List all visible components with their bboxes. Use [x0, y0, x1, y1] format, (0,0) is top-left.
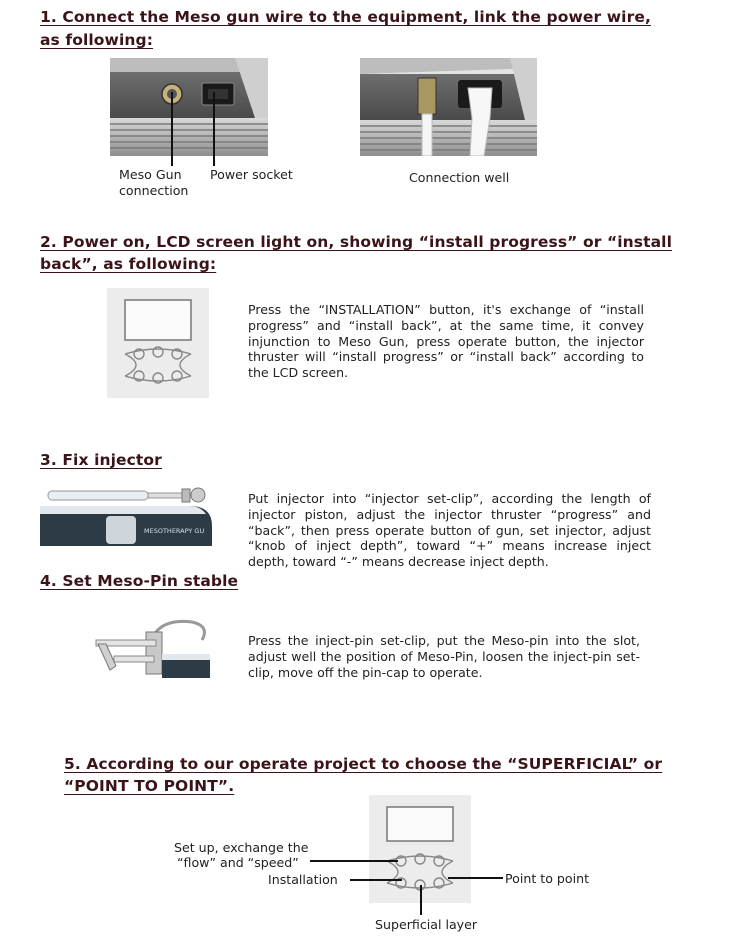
connection-well-label: Connection well: [409, 170, 510, 185]
section-4-heading: 4. Set Meso-Pin stable: [40, 572, 239, 590]
section-1-heading-line-2: as following:: [40, 31, 154, 49]
callout-point-to-point: [448, 877, 503, 879]
point-to-point-label: Point to point: [505, 871, 590, 886]
section-4-description: Press the inject-pin set-clip, put the Meso-pin into the slot, adjust well the position of Meso-Pin, loosen the inject-pin set-clip, move off the pin-cap to operate.: [248, 633, 640, 680]
section-3-description: Put injector into “injector set-clip”, according the length of injector piston, adjust the injector thruster “progress” and “back”, then press operate button of gun, set injector, adjust “knob of inject depth”, toward “+” means increase inject depth, toward “-” means decrease inject depth.: [248, 491, 651, 570]
callout-power-socket: [213, 92, 215, 166]
installation-label: Installation: [268, 872, 338, 887]
power-socket-label: Power socket: [210, 167, 293, 182]
setup-label-line-2: “flow” and “speed”: [177, 855, 299, 870]
meso-pin-image: [92, 618, 210, 678]
section-2-description: Press the “INSTALLATION” button, it's exchange of “install progress” and “install back”, at the same time, it convey injunction to Meso Gun, press operate button, the injector thruster will “install progress” or “install back” according to the LCD screen.: [248, 302, 644, 381]
section-5-heading-line-1: 5. According to our operate project to choose the “SUPERFICIAL” or: [64, 755, 663, 773]
section-3-heading: 3. Fix injector: [40, 451, 162, 469]
section-2-heading-line-1: 2. Power on, LCD screen light on, showing “install progress” or “install: [40, 233, 673, 251]
callout-superficial: [420, 885, 422, 915]
connection-photo: [360, 58, 537, 156]
gun-label: MESOTHERAPY GU: [144, 527, 205, 535]
callout-setup: [310, 860, 398, 862]
callout-meso-gun: [171, 92, 173, 166]
meso-gun-label: Meso Gun: [119, 167, 182, 182]
injector-gun-image: [40, 486, 212, 546]
meso-gun-label-line-2: connection: [119, 183, 189, 198]
section-1-heading-line-1: 1. Connect the Meso gun wire to the equipment, link the power wire,: [40, 8, 651, 26]
back-panel-photo: [110, 58, 268, 156]
setup-label: Set up, exchange the: [174, 840, 309, 855]
control-panel-image: [107, 288, 209, 398]
superficial-layer-label: Superficial layer: [375, 917, 478, 932]
section-2-heading-line-2: back”, as following:: [40, 255, 217, 273]
section-5-heading-line-2: “POINT TO POINT”.: [64, 777, 235, 795]
callout-installation: [350, 879, 402, 881]
